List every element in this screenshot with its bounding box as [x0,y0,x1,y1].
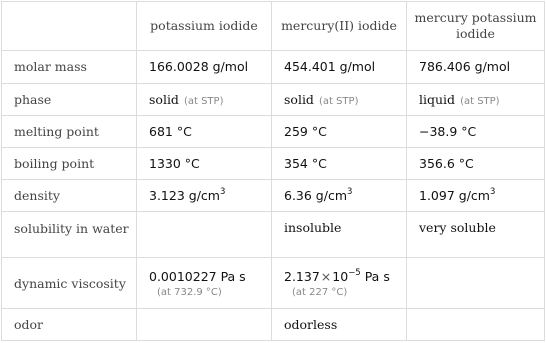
cell-solubility-hgi2: insoluble [272,212,407,258]
cell-melting-point-ki: 681 °C [137,116,272,148]
row-label-molar-mass: molar mass [2,51,137,84]
times-sign: × [320,268,332,284]
viscosity-condition-note: (at 227 °C) [292,286,348,298]
viscosity-value: 0.0010227 Pa s [149,268,246,284]
cell-melting-point-k2hgi4: −38.9 °C [407,116,545,148]
row-label-boiling-point: boiling point [2,147,137,179]
cell-density-hgi2 [272,179,407,212]
cell-density-k2hgi4 [407,179,545,212]
row-viscosity [2,258,545,309]
cell-viscosity-ki [137,258,272,309]
density-value: 1.097 g/cm [419,187,490,203]
cell-odor-k2hgi4 [407,309,545,341]
cell-density-ki [137,179,272,212]
cell-phase-hgi2 [272,83,407,116]
viscosity-unit: Pa s [364,268,390,284]
row-label-odor: odor [2,309,137,341]
density-unit-exponent: 3 [219,186,226,197]
cell-viscosity-hgi2 [272,258,407,309]
phase-condition-note: (at STP) [183,96,224,107]
row-density [2,179,545,212]
density-unit-exponent: 3 [347,186,353,197]
properties-table [1,1,545,341]
cell-boiling-point-ki: 1330 °C [137,147,272,179]
density-value: 6.36 g/cm [284,187,348,203]
density-unit-exponent: 3 [489,186,496,197]
phase-condition-note: (at STP) [460,96,500,107]
cell-melting-point-hgi2: 259 °C [272,116,407,148]
viscosity-exponent: −5 [348,267,361,278]
row-odor [2,309,545,341]
cell-molar-mass-ki: 166.0028 g/mol [137,51,272,84]
row-label-melting-point: melting point [2,116,137,148]
cell-solubility-k2hgi4: very soluble [407,212,545,258]
cell-molar-mass-hgi2: 454.401 g/mol [272,51,407,84]
row-molar-mass [2,51,545,84]
row-label-viscosity: dynamic viscosity [2,258,137,309]
row-phase [2,83,545,116]
phase-value: solid [284,92,314,107]
cell-boiling-point-k2hgi4: 356.6 °C [407,147,545,179]
header-row [2,2,545,51]
cell-phase-k2hgi4 [407,83,545,116]
row-label-density: density [2,179,137,212]
cell-viscosity-k2hgi4 [407,258,545,309]
row-label-phase: phase [2,83,137,116]
col-header-potassium-iodide: potassium iodide [137,2,272,51]
corner-cell [2,2,137,51]
phase-value: liquid [419,92,456,107]
row-boiling-point [2,147,545,179]
row-solubility [2,212,545,258]
viscosity-base: 10 [332,268,349,284]
row-label-solubility: solubility in water [2,212,137,258]
col-header-mercury-potassium-iodide: mercury potassium iodide [407,2,545,51]
phase-condition-note: (at STP) [318,96,359,107]
viscosity-condition-note: (at 732.9 °C) [157,286,222,298]
cell-boiling-point-hgi2: 354 °C [272,147,407,179]
density-value: 3.123 g/cm [149,187,220,203]
cell-solubility-ki [137,212,272,258]
cell-molar-mass-k2hgi4: 786.406 g/mol [407,51,545,84]
phase-value: solid [149,92,179,107]
row-melting-point [2,116,545,148]
cell-phase-ki [137,83,272,116]
col-header-mercury-ii-iodide: mercury(II) iodide [272,2,407,51]
cell-odor-ki [137,309,272,341]
cell-odor-hgi2: odorless [272,309,407,341]
viscosity-mantissa: 2.137 [284,268,320,284]
